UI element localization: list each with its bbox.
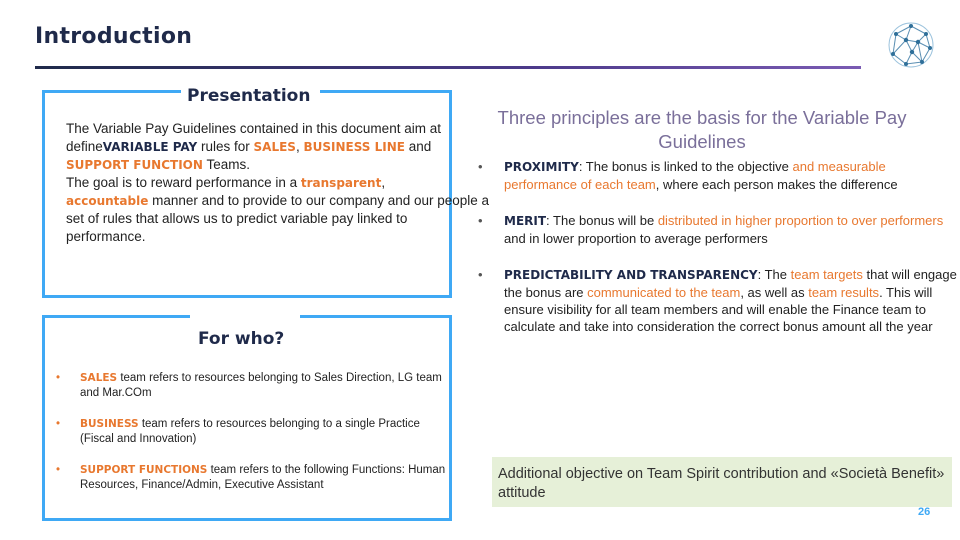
keyword-business-line: BUSINESS LINE [303,140,405,154]
list-item [478,266,960,335]
presentation-text [66,120,490,246]
list-item [56,371,446,401]
intro-text-4: Teams. [202,157,250,172]
principle-text: that will engage the bonus are [504,267,957,300]
presentation-heading: Presentation [181,86,316,106]
intro-text-5: The goal is to reward performance in a [66,175,301,190]
principle-highlight: and measurable performance of [504,159,886,192]
team-description: team refers to resources belonging to a single Practice (Fiscal and Innovation) [80,418,420,445]
bullet-icon: • [56,372,61,384]
intro-text-6: , [381,175,386,190]
title-divider [35,66,861,69]
intro-text-7: manner and to provide to our company and our people a set of rules that allows us to predict variable pay linked to performance. [66,193,490,244]
principle-highlight: communicated to the team [587,285,741,300]
principle-text: , where each person makes the difference [655,177,898,192]
list-item [478,212,960,247]
bullet-icon: • [478,267,483,282]
page-title: Introduction [35,24,193,49]
principle-highlight: team results [808,285,880,300]
for-who-list [56,371,446,509]
intro-separator: , [295,139,304,154]
principles-list [478,158,960,354]
objective-text: Additional objective on Team Spirit contribution and «Società Benefit» attitude [498,466,945,501]
principle-text: : The [757,267,791,282]
team-description: team refers to the following Functions: Human Resources, Finance/Admin, Executive Assistant [80,464,446,491]
principle-highlight: each team [595,177,656,192]
principle-text: , as well as [740,285,809,300]
list-item [56,463,446,493]
objective-callout [492,457,952,507]
keyword-transparent: transparent [300,176,382,190]
for-who-heading: For who? [192,329,290,349]
principle-text: and in lower proportion to average performers [504,231,768,246]
principles-title: Three principles are the basis for the Variable Pay Guidelines [497,107,907,152]
keyword-accountable: accountable [66,194,149,208]
principle-highlight: distributed in higher proportion to over performers [657,213,944,228]
team-keyword: SUPPORT FUNCTIONS [80,464,208,476]
principle-text: : The bonus will be [546,213,658,228]
keyword-sales: SALES [253,140,296,154]
list-item [478,158,960,193]
list-item [56,417,446,447]
bullet-icon: • [478,213,483,228]
principle-keyword: PREDICTABILITY AND TRANSPARENCY [504,268,758,282]
intro-text-2: rules for [197,139,254,154]
principle-highlight: team targets [790,267,863,282]
page-number: 26 [918,506,931,518]
bullet-icon: • [56,464,61,476]
intro-text-1: The Variable Pay Guidelines contained in this document aim at define [66,121,441,154]
team-keyword: BUSINESS [80,418,139,430]
bullet-icon: • [56,418,61,430]
keyword-support-function: SUPPORT FUNCTION [66,158,203,172]
principle-text: : The bonus is linked to the objective [578,159,793,174]
principle-keyword: PROXIMITY [504,160,579,174]
team-description: team refers to resources belonging to Sales Direction, LG team and Mar.COm [80,372,442,399]
network-sphere-icon [884,18,938,72]
intro-text-3: and [404,139,432,154]
bullet-icon: • [478,159,483,174]
principle-keyword: MERIT [504,214,547,228]
keyword-variable-pay: VARIABLE PAY [102,140,198,154]
team-keyword: SALES [80,372,118,384]
principle-text: . This will ensure visibility for all team members and will enable the Finance team to calculate and take into consideration the correct bonus amount all the year [504,285,933,334]
